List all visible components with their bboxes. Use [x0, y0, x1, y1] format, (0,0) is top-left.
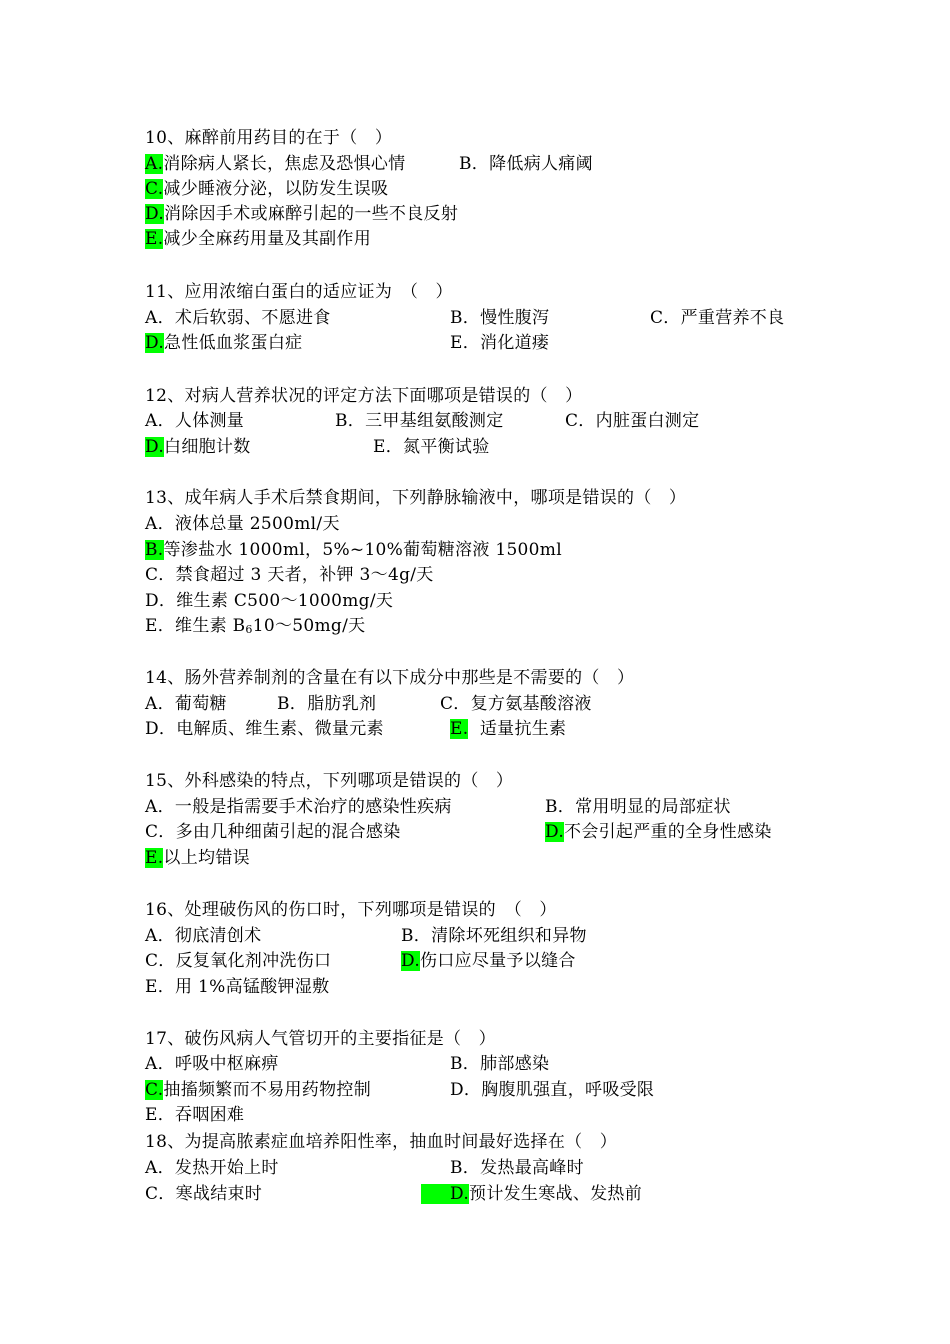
option-11-d: D.急性低血浆蛋白症 [145, 333, 303, 353]
option-17-d: D．胸腹肌强直，呼吸受限 [450, 1080, 655, 1100]
question-17-options-row-2 [145, 1078, 655, 1103]
option-18-d: D.预计发生寒战、发热前 [421, 1182, 642, 1207]
option-10-c: C.减少睡液分泌，以防发生误吸 [145, 179, 389, 199]
option-12-d: D.白细胞计数 [145, 437, 251, 457]
option-15-d: D.不会引起严重的全身性感染 [545, 822, 772, 842]
option-13-e: E．维生素 $B_610\sim 50mg/$天 [145, 616, 366, 636]
option-15-a: A．一般是指需要手术治疗的感染性疾病 [145, 797, 452, 817]
option-14-a: A．葡萄糖 [145, 694, 227, 714]
answer-highlight: C. [145, 179, 164, 199]
question-15-options-row-3 [145, 846, 250, 871]
question-16-stem: 16、处理破伤风的伤口时，下列哪项是错误的 （ ） [145, 900, 557, 920]
option-14-b: B．脂肪乳剂 [277, 694, 377, 714]
question-14-options-row-2 [145, 717, 567, 742]
option-10-e: E.减少全麻药用量及其副作用 [145, 229, 372, 249]
option-16-a: A．彻底清创术 [145, 926, 262, 946]
option-12-c: C．内脏蛋白测定 [565, 411, 700, 431]
option-17-e: E．吞咽困难 [145, 1105, 245, 1125]
option-16-e: E．用 1%高锰酸钾湿敷 [145, 977, 330, 997]
question-12-stem: 12、对病人营养状况的评定方法下面哪项是错误的（ ） [145, 386, 583, 406]
answer-highlight: E. [145, 848, 164, 868]
option-14-c: C．复方氨基酸溶液 [440, 694, 592, 714]
option-15-c: C．多由几种细菌引起的混合感染 [145, 822, 401, 842]
option-10-d: D.消除因手术或麻醉引起的一些不良反射 [145, 204, 459, 224]
option-11-c: C．严重营养不良 [650, 308, 785, 328]
question-11-options-row-1 [145, 306, 785, 331]
question-10-options-row-1 [145, 152, 593, 177]
question-13-options-row-4 [145, 589, 394, 614]
answer-highlight: C. [145, 1080, 164, 1100]
answer-highlight: E. [450, 719, 469, 739]
question-15-stem: 15、外科感染的特点，下列哪项是错误的（ ） [145, 771, 514, 791]
question-17-options-row-3 [145, 1103, 245, 1128]
subscript: 6 [245, 623, 253, 636]
question-14-stem: 14、肠外营养制剂的含量在有以下成分中那些是不需要的（ ） [145, 668, 635, 688]
option-13-d: D．维生素 C500～1000mg/天 [145, 591, 394, 611]
option-11-a: A．术后软弱、不愿进食 [145, 308, 331, 328]
question-18-options-row-1 [145, 1156, 584, 1181]
question-13-options-row-3 [145, 563, 434, 588]
question-17-stem: 17、破伤风病人气管切开的主要指征是（ ） [145, 1029, 496, 1049]
question-14-options-row-1 [145, 692, 592, 717]
question-13-options-row-2 [145, 538, 562, 563]
question-12-options-row-1 [145, 409, 700, 434]
answer-highlight: D. [145, 333, 165, 353]
question-17-options-row-1 [145, 1052, 550, 1077]
question-18-stem: 18、为提高脓素症血培养阳性率，抽血时间最好选择在（ ） [145, 1132, 618, 1152]
option-11-b: B．慢性腹泻 [450, 308, 550, 328]
option-10-a: A.消除病人紧长，焦虑及恐惧心情 [145, 154, 406, 174]
question-16-options-row-1 [145, 924, 587, 949]
option-12-a: A．人体测量 [145, 411, 245, 431]
question-13-options-row-5 [145, 614, 366, 639]
option-14-e: E. 适量抗生素 [450, 719, 567, 739]
question-13-stem: 13、成年病人手术后禁食期间，下列静脉输液中，哪项是错误的（ ） [145, 488, 687, 508]
question-15-options-row-1 [145, 795, 731, 820]
option-16-c: C．反复氧化剂冲洗伤口 [145, 951, 332, 971]
question-16-options-row-3 [145, 975, 330, 1000]
option-16-b: B．清除坏死组织和异物 [401, 926, 587, 946]
option-18-a: A．发热开始上时 [145, 1158, 279, 1178]
option-16-d: D.伤口应尽量予以缝合 [401, 951, 576, 971]
answer-highlight: D. [421, 1184, 469, 1204]
option-15-b: B．常用明显的局部症状 [545, 797, 731, 817]
question-10-options-row-2 [145, 177, 389, 202]
question-18-options-row-2 [145, 1182, 643, 1207]
answer-highlight: D. [545, 822, 565, 842]
question-10-stem: 10、麻醉前用药目的在于（ ） [145, 128, 393, 148]
option-14-d: D．电解质、维生素、微量元素 [145, 719, 384, 739]
option-11-e: E．消化道瘘 [450, 333, 550, 353]
question-15-options-row-2 [145, 820, 772, 845]
question-10-options-row-3 [145, 202, 459, 227]
answer-highlight: D. [145, 437, 165, 457]
option-12-e: E．氮平衡试验 [373, 437, 490, 457]
answer-highlight: B. [145, 540, 164, 560]
option-18-b: B．发热最高峰时 [450, 1158, 584, 1178]
option-13-b: B.等渗盐水 1000ml，5%~10%葡萄糖溶液 1500ml [145, 540, 562, 560]
answer-highlight: E. [145, 229, 164, 249]
question-11-options-row-2 [145, 331, 550, 356]
option-17-b: B．肺部感染 [450, 1054, 550, 1074]
option-12-b: B．三甲基组氨酸测定 [335, 411, 504, 431]
question-10-options-row-4 [145, 227, 372, 252]
answer-highlight: D. [401, 951, 421, 971]
option-17-c: C.抽搐频繁而不易用药物控制 [145, 1080, 372, 1100]
question-13-options-row-1 [145, 512, 340, 537]
question-11-stem: 11、应用浓缩白蛋白的适应证为 （ ） [145, 282, 453, 302]
question-12-options-row-2 [145, 435, 490, 460]
option-18-c: C．寒战结束时 [145, 1184, 263, 1204]
question-16-options-row-2 [145, 949, 576, 974]
answer-highlight: D. [145, 204, 165, 224]
answer-highlight: A. [145, 154, 164, 174]
option-13-c: C．禁食超过 3 天者，补钾 3～4g/天 [145, 565, 434, 585]
option-17-a: A．呼吸中枢麻痹 [145, 1054, 279, 1074]
option-15-e: E.以上均错误 [145, 848, 250, 868]
option-13-a: A．液体总量 2500ml/天 [145, 514, 340, 534]
option-10-b: B．降低病人痛阈 [459, 154, 593, 174]
